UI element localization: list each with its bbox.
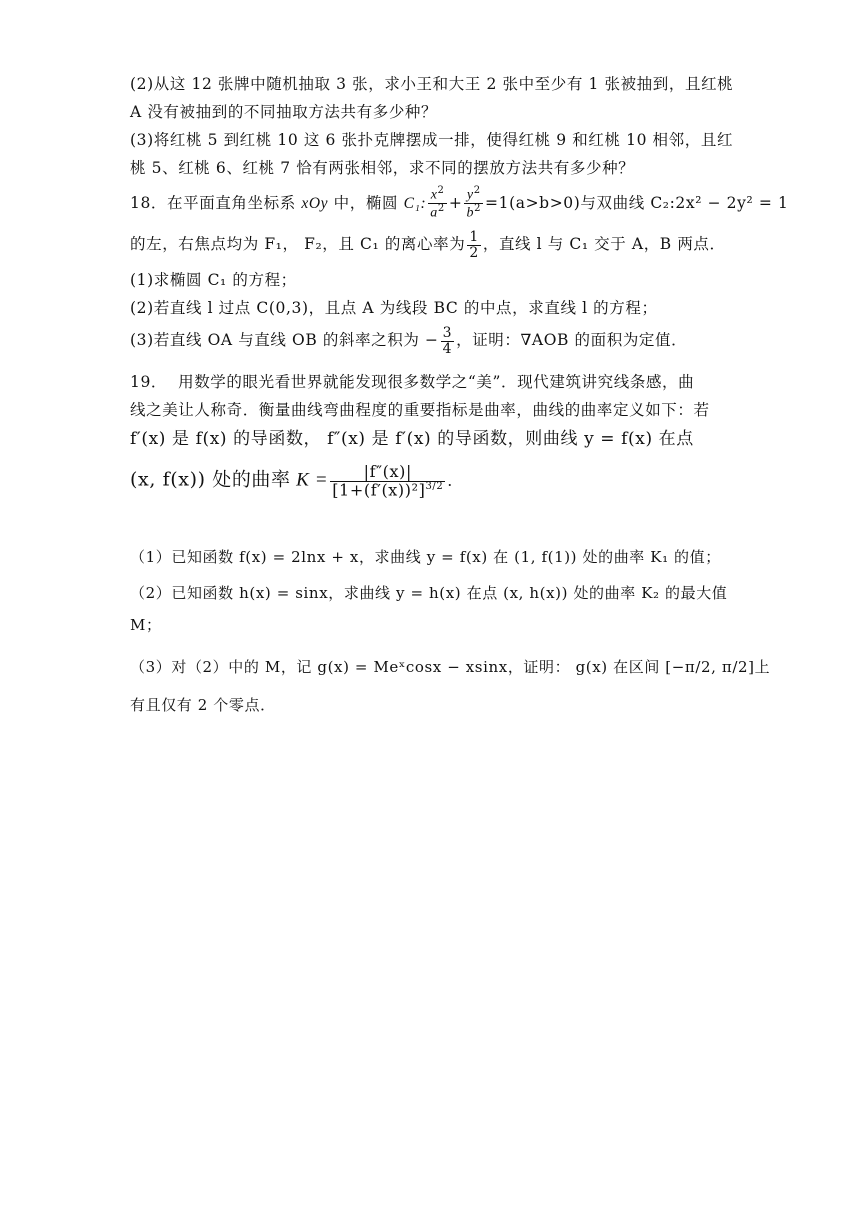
q18-number: 18．	[130, 193, 168, 212]
q17-part3-line2: 桃 5、红桃 6、红桃 7 恰有两张相邻，求不同的摆放方法共有多少种？	[130, 159, 635, 177]
q19-part2-line1: （2）已知函数 h(x) = sinx，求曲线 y = h(x) 在点 (x, h(x)) 处的曲率 K₂ 的最大值	[130, 584, 728, 602]
ellipse-condition: =1(a>b>0)	[485, 193, 581, 212]
q19-part1: （1）已知函数 f(x) = 2lnx + x，求曲线 y = f(x) 在 (1, f(1)) 处的曲率 K₁ 的值；	[130, 548, 721, 566]
q19-stem-line4: (x, f(x)) 处的曲率 K = $\frac{|f''(x)|}{[1+(f'(x))^2]^{3/2}}$ ．	[130, 462, 464, 500]
curvature-formula: $\frac{|f''(x)|}{[1+(f'(x))^2]^{3/2}}$	[332, 462, 444, 500]
q19-part3-line2: 有且仅有 2 个零点．	[130, 696, 276, 714]
q18-stem-line2: 的左，右焦点均为 F₁， F₂，且 C₁ 的离心率为 $\frac{1}{2}$ ，直线 l 与 C₁ 交于 A，B 两点．	[130, 229, 726, 261]
x2-over-a2: $\frac{x^2}{a^2}$	[430, 185, 445, 221]
q18-stem-line1: 18．在平面直角坐标系 xOy 中，椭圆 C₁: $\frac{x^2}{a^2}$ + $\frac{y^2}{b^2}$ =1(a>b>0)与双曲线 C₂:2x² − 2y² = 1	[130, 185, 789, 221]
curvature-k: K =	[296, 469, 329, 491]
q19-part3-line1: （3）对（2）中的 M，记 g(x) = Meˣcosx − xsinx，证明： g(x) 在区间 [−π/2, π/2]上	[130, 658, 771, 676]
q17-part2-line2: A 没有被抽到的不同抽取方法共有多少种？	[130, 103, 438, 121]
q19-part2-line2: M；	[130, 616, 162, 634]
q17-part2-line1: (2)从这 12 张牌中随机抽取 3 张，求小王和大王 2 张中至少有 1 张被抽到，且红桃	[130, 75, 734, 93]
q19-stem-line2: 线之美让人称奇．衡量曲线弯曲程度的重要指标是曲率，曲线的曲率定义如下：若	[130, 401, 710, 419]
q18-part1: (1)求椭圆 C₁ 的方程；	[130, 271, 297, 289]
y2-over-b2: $\frac{y^2}{b^2}$	[466, 185, 482, 221]
eccentricity-fraction: $\frac{1}{2}$	[469, 229, 479, 261]
q18-part2: (2)若直线 l 过点 C(0,3)，且点 A 为线段 BC 的中点，求直线 l 的方程；	[130, 299, 658, 317]
q19-stem-line3: f′(x) 是 f(x) 的导函数， f″(x) 是 f′(x) 的导函数，则曲线 y = f(x) 在点	[130, 429, 694, 449]
q19-stem-line1: 19． 用数学的眼光看世界就能发现很多数学之“美”．现代建筑讲究线条感，曲	[130, 373, 695, 391]
q17-part3-line1: (3)将红桃 5 到红桃 10 这 6 张扑克牌摆成一排，使得红桃 9 和红桃 10 相邻，且红	[130, 131, 734, 149]
q19-number: 19．	[130, 373, 168, 391]
hyperbola-equation: C₂:2x² − 2y² = 1	[650, 193, 789, 212]
slope-product-fraction: $\frac{3}{4}$	[442, 325, 453, 357]
q18-part3: (3)若直线 OA 与直线 OB 的斜率之积为 − $\frac{3}{4}$ ，证明：∇AOB 的面积为定值．	[130, 325, 688, 357]
interval: [−π/2, π/2]	[665, 658, 755, 676]
ellipse-label: C₁:	[403, 194, 427, 212]
